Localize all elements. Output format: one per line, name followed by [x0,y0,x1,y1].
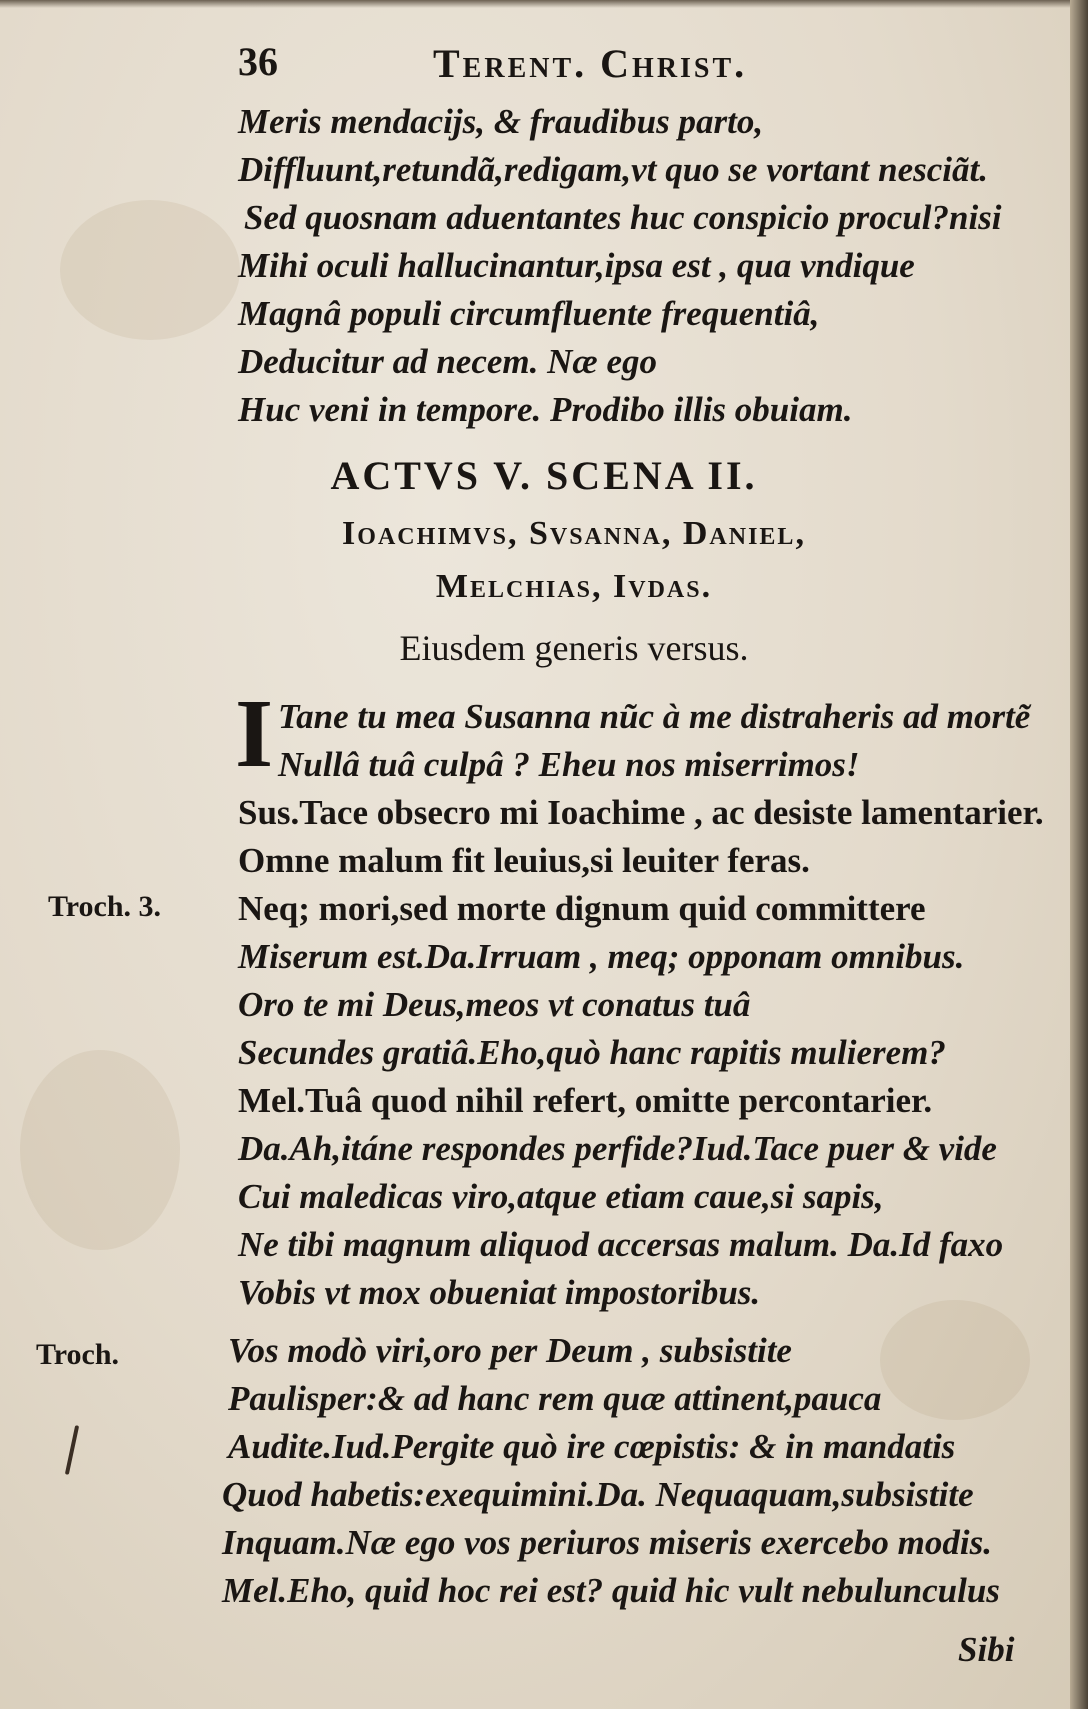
margin-note: Troch. [36,1338,120,1371]
verse-line: Magnâ populi circumfluente frequentiâ, [238,294,820,333]
drop-cap: I [235,680,274,788]
verse-line: Vos modò viri,oro per Deum , subsistite [228,1331,792,1370]
verse-line: Mel.Eho, quid hoc rei est? quid hic vult nebulunculus [222,1571,1000,1610]
verse-line: Mihi oculi hallucinantur,ipsa est , qua vndique [238,246,915,285]
verse-line: Secundes gratiâ.Eho,quò hanc rapitis mulierem? [238,1033,946,1072]
verse-line: Deducitur ad necem. Næ ego [238,342,657,381]
verse-line: Paulisper:& ad hanc rem quæ attinent,pauca [228,1379,882,1418]
ink-mark [65,1425,79,1475]
verse-line: Audite.Iud.Pergite quò ire cœpistis: & in mandatis [228,1427,956,1466]
paper-stain [60,200,240,340]
margin-note: Troch. 3. [48,890,162,923]
verse-line: Sus.Tace obsecro mi Ioachime , ac desiste lamentarier. [238,793,1044,832]
page-binding-edge [1070,0,1088,1709]
verse-line: Tane tu mea Susanna nũc à me distraheris ad mortẽ [278,697,1031,736]
running-head: Terent. Christ. [433,41,748,86]
page-top-edge [0,0,1088,8]
verse-line: Meris mendacijs, & fraudibus parto, [238,102,764,141]
verse-line: Quod habetis:exequimini.Da. Nequaquam,subsistite [222,1475,974,1514]
meter-note: Eiusdem generis versus. [399,628,749,668]
verse-line: Oro te mi Deus,meos vt conatus tuâ [238,985,751,1024]
verse-line: Diffluunt,retundã,redigam,vt quo se vortant nesciãt. [238,150,988,189]
verse-line: Mel.Tuâ quod nihil refert, omitte percontarier. [238,1081,933,1120]
verse-line: Inquam.Næ ego vos periuros miseris exercebo modis. [222,1523,992,1562]
scene-heading: ACTVS V. SCENA II. [330,453,758,498]
verse-line: Omne malum fit leuius,si leuiter feras. [238,841,810,880]
verse-line: Neq; mori,sed morte dignum quid committere [238,889,926,928]
verse-line: Miserum est.Da.Irruam , meq; opponam omnibus. [238,937,965,976]
page-number: 36 [238,39,278,84]
verse-line: Da.Ah,itáne respondes perfide?Iud.Tace puer & vide [238,1129,997,1168]
paper-stain [20,1050,180,1250]
catchword: Sibi [958,1630,1015,1669]
verse-line: Vobis vt mox obueniat impostoribus. [238,1273,761,1312]
dramatis-personae-line1: Ioachimvs, Svsanna, Daniel, [342,515,806,552]
dramatis-personae-line2: Melchias, Ivdas. [435,568,713,605]
paper-stain [880,1300,1030,1420]
verse-line: Huc veni in tempore. Prodibo illis obuiam. [238,390,853,429]
page-header [238,38,1058,98]
verse-line: Sed quosnam aduentantes huc conspicio procul?nisi [244,198,1002,237]
verse-line: Ne tibi magnum aliquod accersas malum. Da.Id faxo [238,1225,1004,1264]
verse-line: Cui maledicas viro,atque etiam caue,si sapis, [238,1177,884,1216]
verse-line: Nullâ tuâ culpâ ? Eheu nos miserrimos! [278,745,860,784]
